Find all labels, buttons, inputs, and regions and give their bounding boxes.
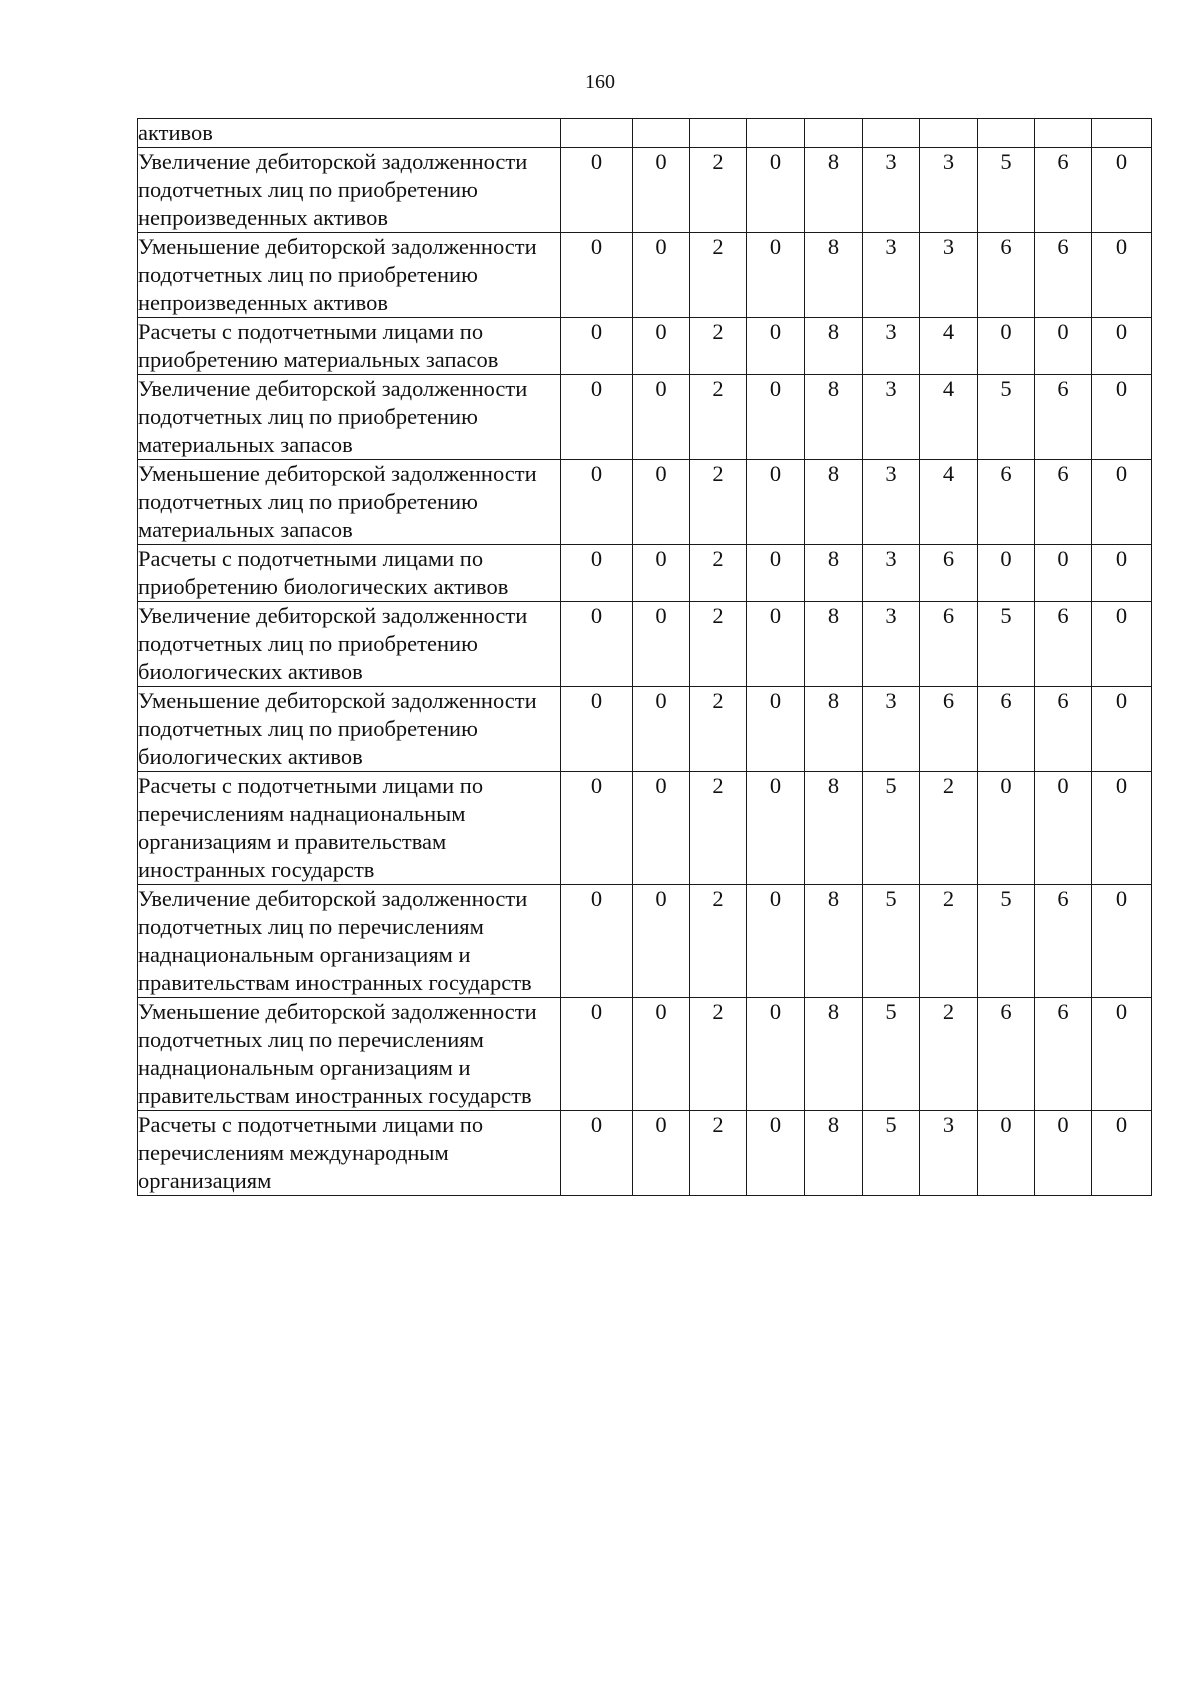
account-name-cell: Расчеты с подотчетными лицами по перечислениям международным организациям bbox=[138, 1111, 561, 1196]
code-digit-cell: 0 bbox=[633, 602, 690, 687]
code-digit-cell: 0 bbox=[747, 602, 805, 687]
code-digit-cell: 0 bbox=[561, 148, 633, 233]
code-digit-cell: 0 bbox=[561, 545, 633, 602]
code-digit-cell: 0 bbox=[561, 687, 633, 772]
code-digit-cell bbox=[1035, 119, 1092, 148]
code-digit-cell: 0 bbox=[633, 687, 690, 772]
code-digit-cell: 0 bbox=[561, 318, 633, 375]
code-digit-cell: 2 bbox=[690, 772, 747, 885]
table-row bbox=[138, 318, 1152, 375]
code-digit-cell: 0 bbox=[1092, 318, 1152, 375]
account-name-cell: Расчеты с подотчетными лицами по приобретению материальных запасов bbox=[138, 318, 561, 375]
code-digit-cell: 0 bbox=[1035, 772, 1092, 885]
code-digit-cell: 3 bbox=[863, 233, 920, 318]
code-digit-cell: 2 bbox=[690, 233, 747, 318]
table-row bbox=[138, 545, 1152, 602]
code-digit-cell: 5 bbox=[978, 602, 1035, 687]
code-digit-cell: 8 bbox=[805, 687, 863, 772]
code-digit-cell: 6 bbox=[1035, 885, 1092, 998]
code-digit-cell: 5 bbox=[863, 885, 920, 998]
code-digit-cell: 6 bbox=[1035, 233, 1092, 318]
account-name-cell: Увеличение дебиторской задолженности подотчетных лиц по приобретению материальных запасов bbox=[138, 375, 561, 460]
code-digit-cell: 2 bbox=[690, 545, 747, 602]
code-digit-cell: 2 bbox=[920, 772, 978, 885]
table-row bbox=[138, 687, 1152, 772]
code-digit-cell: 8 bbox=[805, 998, 863, 1111]
code-digit-cell: 0 bbox=[561, 998, 633, 1111]
code-digit-cell: 8 bbox=[805, 1111, 863, 1196]
code-digit-cell: 6 bbox=[978, 460, 1035, 545]
code-digit-cell: 8 bbox=[805, 460, 863, 545]
code-digit-cell: 0 bbox=[1092, 545, 1152, 602]
code-digit-cell bbox=[920, 119, 978, 148]
code-digit-cell: 0 bbox=[747, 998, 805, 1111]
code-digit-cell: 5 bbox=[863, 1111, 920, 1196]
code-digit-cell: 4 bbox=[920, 460, 978, 545]
code-digit-cell: 0 bbox=[978, 318, 1035, 375]
account-name-cell: Уменьшение дебиторской задолженности подотчетных лиц по приобретению материальных запасов bbox=[138, 460, 561, 545]
code-digit-cell: 2 bbox=[690, 148, 747, 233]
code-digit-cell: 2 bbox=[690, 318, 747, 375]
code-digit-cell: 2 bbox=[690, 375, 747, 460]
code-digit-cell: 8 bbox=[805, 772, 863, 885]
code-digit-cell: 0 bbox=[1092, 885, 1152, 998]
code-digit-cell: 0 bbox=[978, 545, 1035, 602]
code-digit-cell: 0 bbox=[633, 233, 690, 318]
code-digit-cell bbox=[747, 119, 805, 148]
code-digit-cell: 3 bbox=[863, 318, 920, 375]
code-digit-cell bbox=[978, 119, 1035, 148]
table-row bbox=[138, 460, 1152, 545]
code-digit-cell: 2 bbox=[690, 1111, 747, 1196]
table-row bbox=[138, 772, 1152, 885]
code-digit-cell bbox=[561, 119, 633, 148]
code-digit-cell: 6 bbox=[1035, 460, 1092, 545]
account-name-cell: Увеличение дебиторской задолженности подотчетных лиц по перечислениям наднациональным организациям и правительствам иностранных государств bbox=[138, 885, 561, 998]
code-digit-cell: 0 bbox=[1092, 687, 1152, 772]
code-digit-cell: 2 bbox=[920, 998, 978, 1111]
code-digit-cell: 6 bbox=[978, 233, 1035, 318]
code-digit-cell: 0 bbox=[633, 318, 690, 375]
code-digit-cell: 8 bbox=[805, 318, 863, 375]
code-digit-cell: 5 bbox=[978, 885, 1035, 998]
code-digit-cell: 0 bbox=[633, 998, 690, 1111]
code-digit-cell bbox=[633, 119, 690, 148]
code-digit-cell: 0 bbox=[747, 772, 805, 885]
code-digit-cell: 6 bbox=[1035, 687, 1092, 772]
code-digit-cell: 5 bbox=[863, 998, 920, 1111]
code-digit-cell: 2 bbox=[690, 998, 747, 1111]
code-digit-cell: 6 bbox=[1035, 148, 1092, 233]
code-digit-cell: 0 bbox=[747, 148, 805, 233]
code-digit-cell: 0 bbox=[561, 1111, 633, 1196]
table-row bbox=[138, 1111, 1152, 1196]
table-row bbox=[138, 602, 1152, 687]
code-digit-cell: 0 bbox=[978, 1111, 1035, 1196]
code-digit-cell: 6 bbox=[1035, 602, 1092, 687]
table-row bbox=[138, 148, 1152, 233]
code-digit-cell: 8 bbox=[805, 233, 863, 318]
code-digit-cell: 2 bbox=[690, 460, 747, 545]
code-digit-cell: 2 bbox=[690, 687, 747, 772]
code-digit-cell: 3 bbox=[920, 148, 978, 233]
code-digit-cell: 3 bbox=[920, 1111, 978, 1196]
code-digit-cell: 5 bbox=[978, 148, 1035, 233]
account-name-cell: Расчеты с подотчетными лицами по перечислениям наднациональным организациям и правительствам иностранных государств bbox=[138, 772, 561, 885]
code-digit-cell: 8 bbox=[805, 545, 863, 602]
code-digit-cell: 3 bbox=[863, 687, 920, 772]
table-row bbox=[138, 375, 1152, 460]
account-name-cell: Уменьшение дебиторской задолженности подотчетных лиц по приобретению непроизведенных активов bbox=[138, 233, 561, 318]
code-digit-cell: 0 bbox=[633, 460, 690, 545]
code-digit-cell: 5 bbox=[863, 772, 920, 885]
code-digit-cell: 0 bbox=[1092, 1111, 1152, 1196]
code-digit-cell: 0 bbox=[1035, 318, 1092, 375]
code-digit-cell: 8 bbox=[805, 148, 863, 233]
code-digit-cell: 8 bbox=[805, 375, 863, 460]
code-digit-cell: 6 bbox=[978, 687, 1035, 772]
code-digit-cell: 4 bbox=[920, 375, 978, 460]
code-digit-cell: 0 bbox=[561, 233, 633, 318]
code-digit-cell: 0 bbox=[747, 687, 805, 772]
code-digit-cell: 0 bbox=[1092, 772, 1152, 885]
code-digit-cell: 0 bbox=[633, 1111, 690, 1196]
code-digit-cell: 0 bbox=[1092, 233, 1152, 318]
table-body bbox=[138, 119, 1152, 1196]
account-name-cell: Увеличение дебиторской задолженности подотчетных лиц по приобретению непроизведенных активов bbox=[138, 148, 561, 233]
table-row bbox=[138, 119, 1152, 148]
code-digit-cell: 8 bbox=[805, 602, 863, 687]
code-digit-cell: 8 bbox=[805, 885, 863, 998]
account-name-cell: Уменьшение дебиторской задолженности подотчетных лиц по перечислениям наднациональным организациям и правительствам иностранных государств bbox=[138, 998, 561, 1111]
account-codes-table bbox=[137, 118, 1152, 1196]
code-digit-cell: 3 bbox=[863, 460, 920, 545]
code-digit-cell: 0 bbox=[633, 772, 690, 885]
code-digit-cell: 0 bbox=[561, 375, 633, 460]
code-digit-cell: 2 bbox=[690, 602, 747, 687]
code-digit-cell: 0 bbox=[1092, 998, 1152, 1111]
account-name-cell: Уменьшение дебиторской задолженности подотчетных лиц по приобретению биологических активов bbox=[138, 687, 561, 772]
code-digit-cell: 0 bbox=[747, 460, 805, 545]
code-digit-cell: 0 bbox=[747, 233, 805, 318]
code-digit-cell: 6 bbox=[920, 687, 978, 772]
code-digit-cell: 2 bbox=[690, 885, 747, 998]
code-digit-cell bbox=[863, 119, 920, 148]
code-digit-cell: 6 bbox=[1035, 998, 1092, 1111]
code-digit-cell: 0 bbox=[1092, 148, 1152, 233]
code-digit-cell: 0 bbox=[1035, 1111, 1092, 1196]
code-digit-cell: 0 bbox=[561, 602, 633, 687]
code-digit-cell: 3 bbox=[863, 375, 920, 460]
code-digit-cell: 0 bbox=[1092, 375, 1152, 460]
code-digit-cell bbox=[805, 119, 863, 148]
code-digit-cell bbox=[690, 119, 747, 148]
code-digit-cell: 6 bbox=[1035, 375, 1092, 460]
code-digit-cell: 0 bbox=[747, 375, 805, 460]
account-name-cell: активов bbox=[138, 119, 561, 148]
code-digit-cell: 6 bbox=[920, 545, 978, 602]
code-digit-cell: 0 bbox=[633, 375, 690, 460]
code-digit-cell: 0 bbox=[978, 772, 1035, 885]
page-number: 160 bbox=[585, 71, 615, 93]
code-digit-cell: 6 bbox=[920, 602, 978, 687]
code-digit-cell: 0 bbox=[561, 885, 633, 998]
account-name-cell: Увеличение дебиторской задолженности подотчетных лиц по приобретению биологических активов bbox=[138, 602, 561, 687]
code-digit-cell: 0 bbox=[1092, 602, 1152, 687]
account-name-cell: Расчеты с подотчетными лицами по приобретению биологических активов bbox=[138, 545, 561, 602]
code-digit-cell: 0 bbox=[747, 545, 805, 602]
code-digit-cell: 0 bbox=[1035, 545, 1092, 602]
code-digit-cell: 0 bbox=[633, 148, 690, 233]
code-digit-cell: 3 bbox=[920, 233, 978, 318]
table-row bbox=[138, 233, 1152, 318]
code-digit-cell: 0 bbox=[561, 772, 633, 885]
table-row bbox=[138, 998, 1152, 1111]
table-row bbox=[138, 885, 1152, 998]
code-digit-cell: 0 bbox=[633, 545, 690, 602]
code-digit-cell: 0 bbox=[747, 885, 805, 998]
code-digit-cell: 6 bbox=[978, 998, 1035, 1111]
code-digit-cell: 3 bbox=[863, 148, 920, 233]
code-digit-cell: 0 bbox=[747, 1111, 805, 1196]
code-digit-cell: 5 bbox=[978, 375, 1035, 460]
code-digit-cell: 3 bbox=[863, 545, 920, 602]
code-digit-cell: 0 bbox=[561, 460, 633, 545]
code-digit-cell: 0 bbox=[747, 318, 805, 375]
code-digit-cell: 4 bbox=[920, 318, 978, 375]
code-digit-cell: 3 bbox=[863, 602, 920, 687]
code-digit-cell bbox=[1092, 119, 1152, 148]
code-digit-cell: 0 bbox=[633, 885, 690, 998]
code-digit-cell: 0 bbox=[1092, 460, 1152, 545]
code-digit-cell: 2 bbox=[920, 885, 978, 998]
